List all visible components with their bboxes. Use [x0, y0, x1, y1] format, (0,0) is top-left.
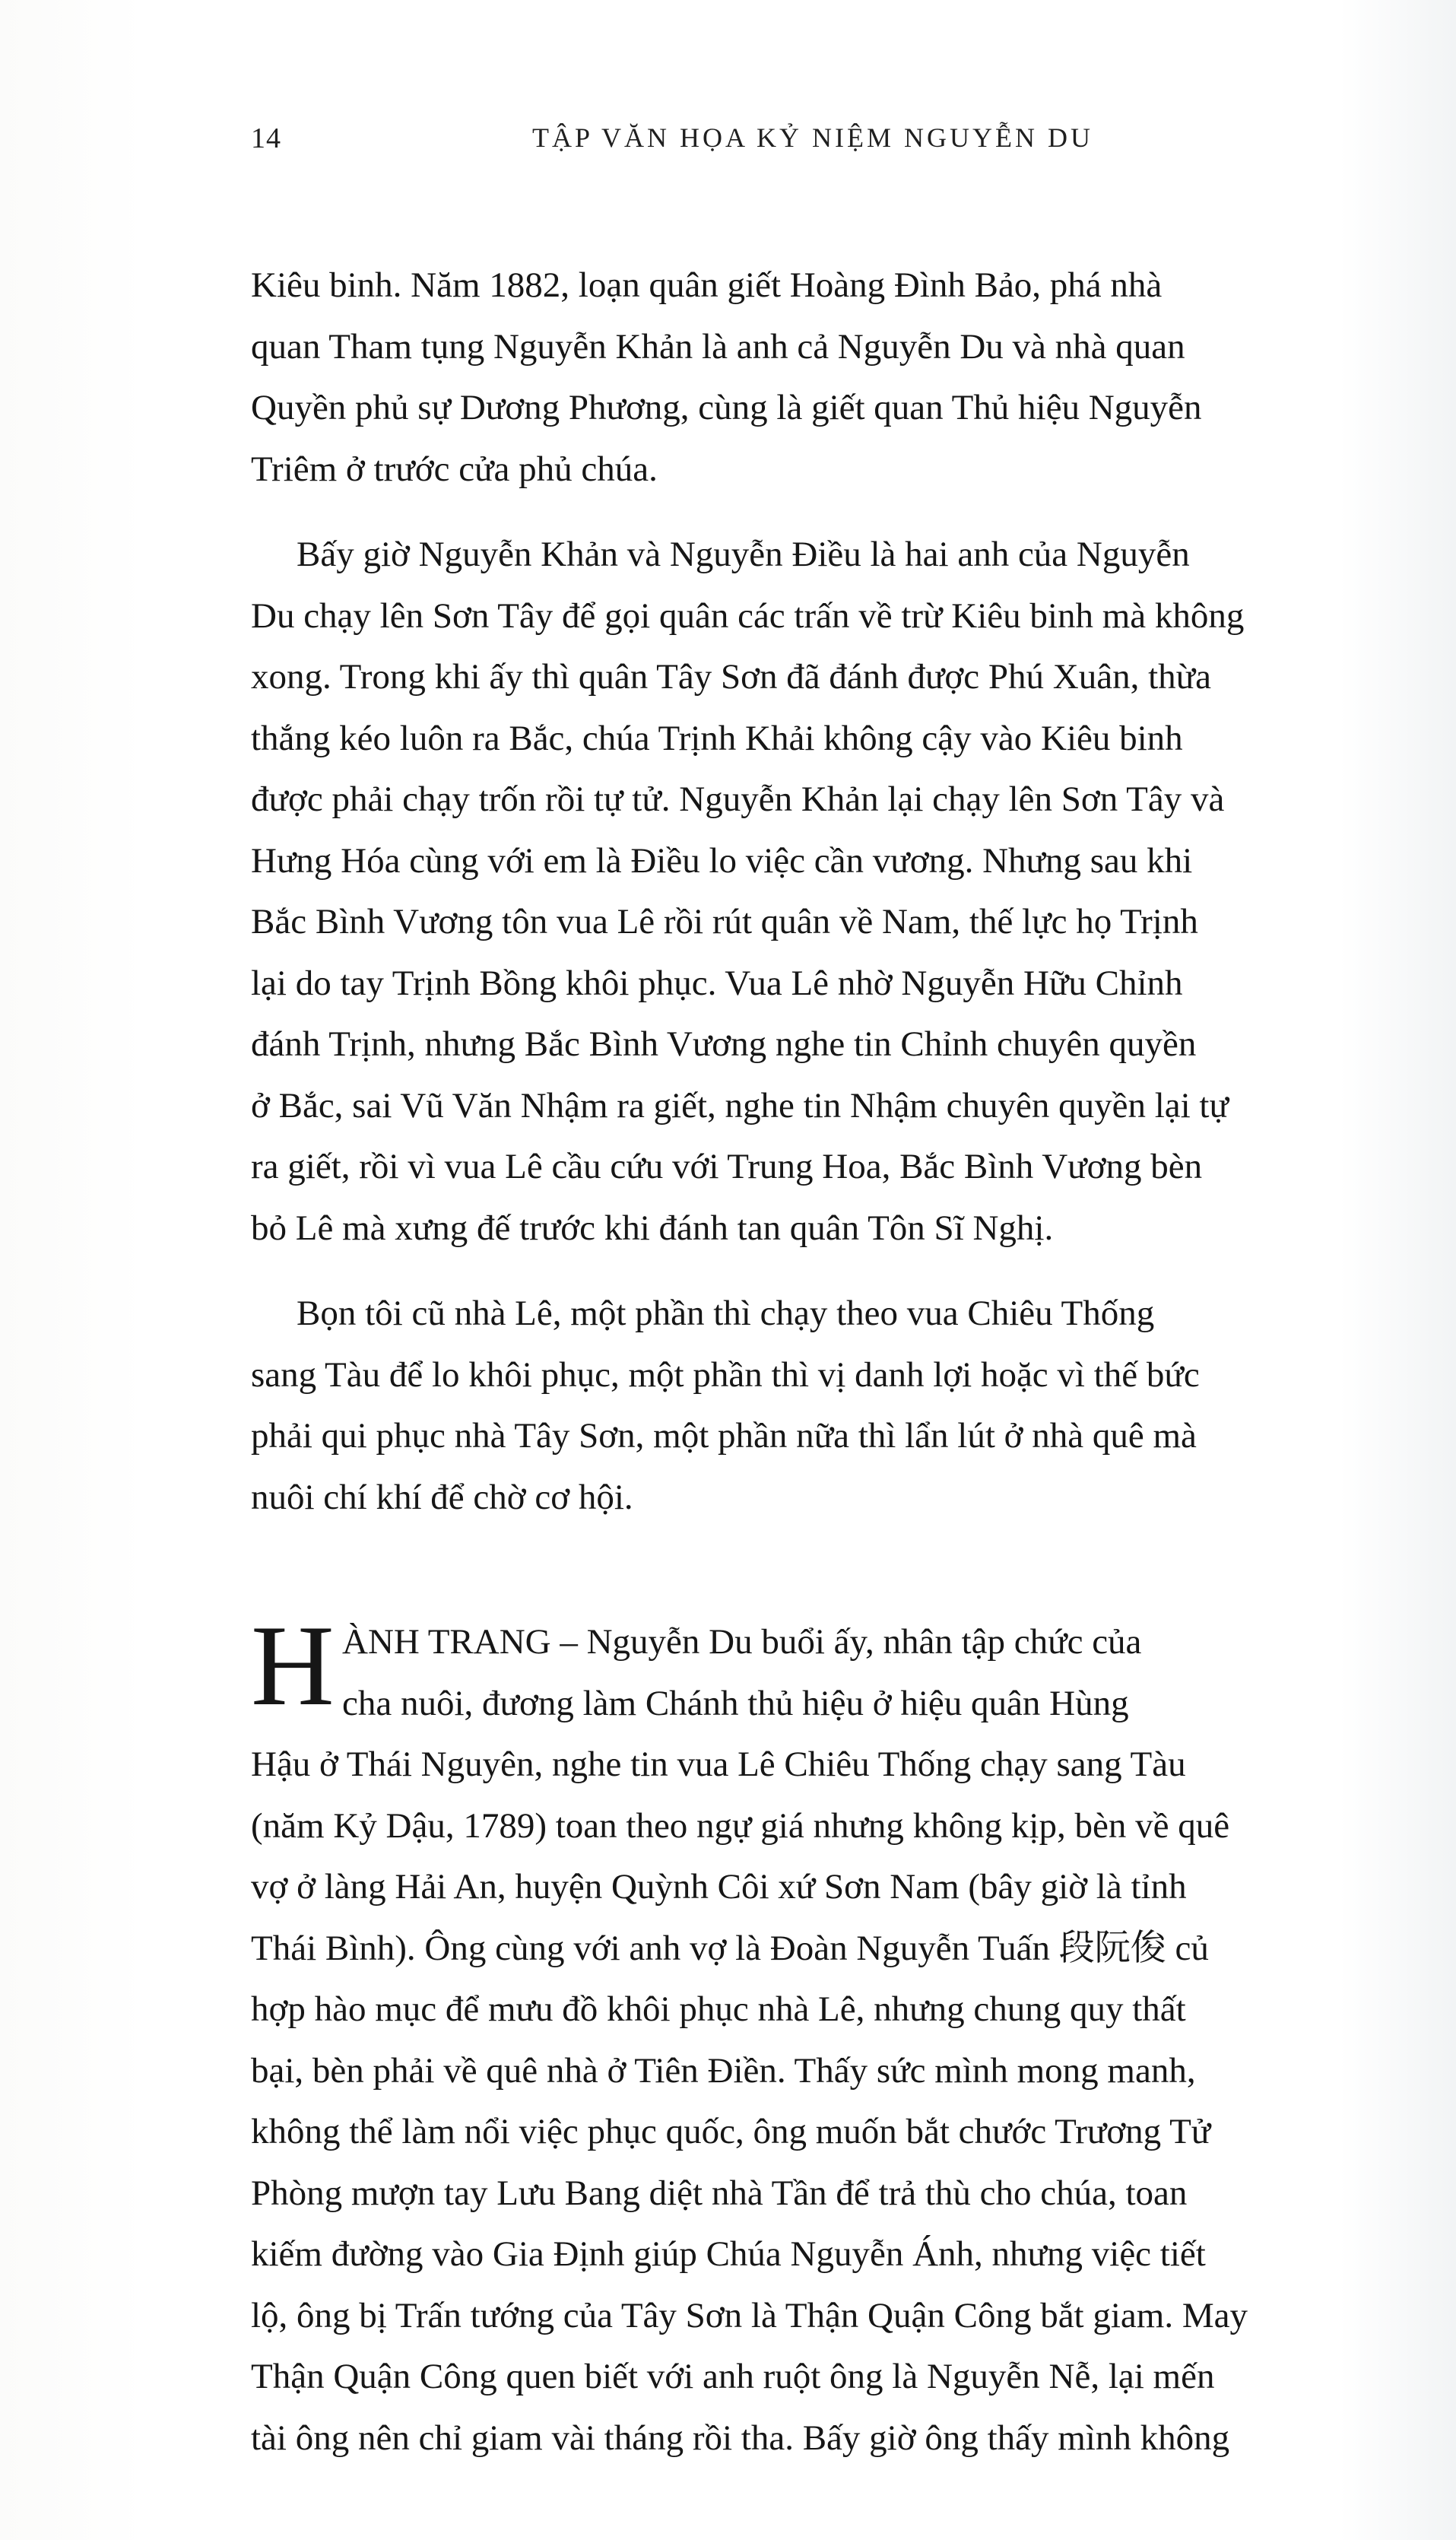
running-title: TẬP VĂN HỌA KỶ NIỆM NGUYỄN DU [532, 122, 1093, 153]
page-number: 14 [251, 122, 281, 154]
text-line: thắng kéo luôn ra Bắc, chúa Trịnh Khải không cậy vào Kiêu binh [251, 718, 1183, 758]
text-line: Bọn tôi cũ nhà Lê, một phần thì chạy theo vua Chiêu Thống [297, 1294, 1155, 1333]
text-line: Hưng Hóa cùng với em là Điều lo việc cần vương. Nhưng sau khi [251, 840, 1193, 881]
body-text [251, 255, 1346, 2469]
text-line: Kiêu binh. Năm 1882, loạn quân giết Hoàng Đình Bảo, phá nhà [251, 265, 1163, 305]
text-line: bại, bèn phải về quê nhà ở Tiên Điền. Thấy sức mình mong manh, [251, 2050, 1196, 2091]
text-line: quan Tham tụng Nguyễn Khản là anh cả Nguyễn Du và nhà quan [251, 326, 1185, 367]
text-line: đánh Trịnh, nhưng Bắc Bình Vương nghe tin Chỉnh chuyên quyền [251, 1024, 1197, 1064]
text-line: vợ ở làng Hải An, huyện Quỳnh Côi xứ Sơn Nam (bây giờ là tỉnh [251, 1867, 1187, 1907]
text-line: Bấy giờ Nguyễn Khản và Nguyễn Điều là hai anh của Nguyễn [297, 535, 1190, 574]
paragraph-2 [251, 524, 1346, 1259]
text-line: lộ, ông bị Trấn tướng của Tây Sơn là Thận Quận Công bắt giam. May [251, 2295, 1248, 2335]
text-line: kiếm đường vào Gia Định giúp Chúa Nguyễn Ánh, nhưng việc tiết [251, 2234, 1206, 2274]
text-line: (năm Kỷ Dậu, 1789) toan theo ngự giá nhưng không kịp, bèn về quê [251, 1805, 1230, 1846]
text-line: nuôi chí khí để chờ cơ hội. [251, 1477, 633, 1517]
text-line: Triêm ở trước cửa phủ chúa. [251, 449, 658, 489]
text-line: Bắc Bình Vương tôn vua Lê rồi rút quân về Nam, thế lực họ Trịnh [251, 902, 1198, 941]
section-hanh-trang [251, 1602, 1346, 2469]
text-line: hợp hào mục để mưu đồ khôi phục nhà Lê, nhưng chung quy thất [251, 1989, 1186, 2029]
text-line: không thể làm nổi việc phục quốc, ông muốn bắt chước Trương Tử [251, 2112, 1211, 2151]
text-line: Phòng mượn tay Lưu Bang diệt nhà Tần để trả thù cho chúa, toan [251, 2173, 1188, 2213]
text-line: Hậu ở Thái Nguyên, nghe tin vua Lê Chiêu Thống chạy sang Tàu [251, 1745, 1186, 1784]
text-line: bỏ Lê mà xưng đế trước khi đánh tan quân Tôn Sĩ Nghị. [251, 1208, 1054, 1248]
text-line: Thái Bình). Ông cùng với anh vợ là Đoàn Nguyễn Tuấn 段阮俊 củ [251, 1928, 1209, 1968]
paragraph-3 [251, 1283, 1346, 1528]
text-line: lại do tay Trịnh Bồng khôi phục. Vua Lê nhờ Nguyễn Hữu Chỉnh [251, 963, 1183, 1003]
text-line: tài ông nên chỉ giam vài tháng rồi tha. Bấy giờ ông thấy mình không [251, 2418, 1230, 2458]
text-line: ÀNH TRANG – Nguyễn Du buổi ấy, nhân tập chức của [342, 1622, 1142, 1662]
text-line: ra giết, rồi vì vua Lê cầu cứu với Trung Hoa, Bắc Bình Vương bèn [251, 1147, 1203, 1186]
text-line: sang Tàu để lo khôi phục, một phần thì vị danh lợi hoặc vì thế bức [251, 1354, 1200, 1395]
text-line: phải qui phục nhà Tây Sơn, một phần nữa thì lẩn lút ở nhà quê mà [251, 1416, 1197, 1456]
text-line: Quyền phủ sự Dương Phương, cùng là giết quan Thủ hiệu Nguyễn [251, 388, 1202, 427]
drop-cap: H [251, 1602, 335, 1729]
page-header [251, 122, 1346, 167]
text-line: Du chạy lên Sơn Tây để gọi quân các trấn về trừ Kiêu binh mà không [251, 595, 1245, 636]
text-line: ở Bắc, sai Vũ Văn Nhậm ra giết, nghe tin Nhậm chuyên quyền lại tự [251, 1085, 1229, 1126]
paragraph-1 [251, 255, 1346, 500]
text-line: được phải chạy trốn rồi tự tử. Nguyễn Khản lại chạy lên Sơn Tây và [251, 779, 1225, 819]
text-line: Thận Quận Công quen biết với anh ruột ông là Nguyễn Nễ, lại mến [251, 2357, 1215, 2396]
text-line: cha nuôi, đương làm Chánh thủ hiệu ở hiệu quân Hùng [342, 1683, 1129, 1723]
text-line: xong. Trong khi ấy thì quân Tây Sơn đã đánh được Phú Xuân, thừa [251, 657, 1211, 697]
